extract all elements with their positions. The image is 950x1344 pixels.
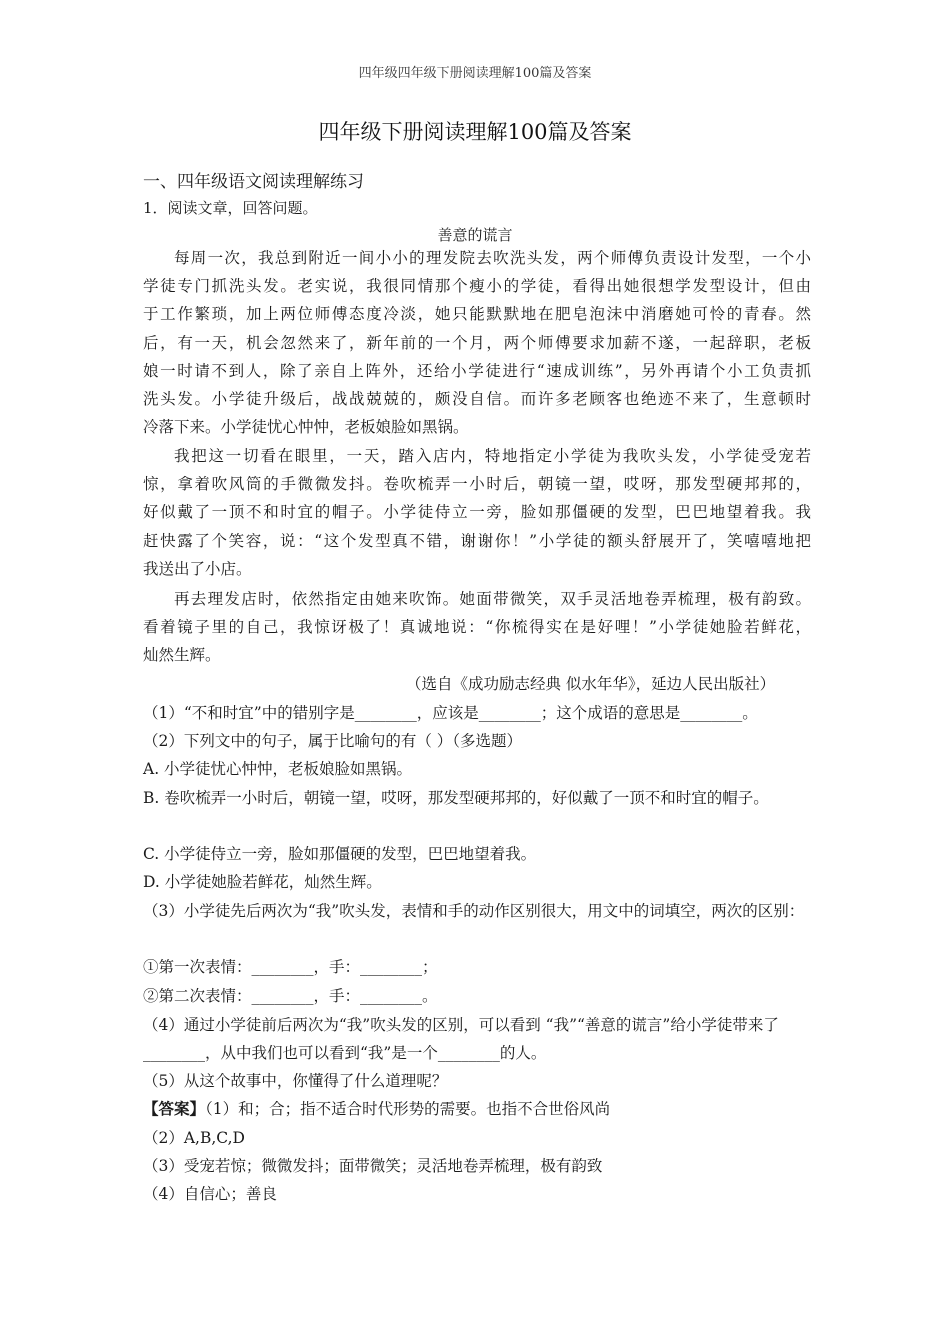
question-3: （3）小学徒先后两次为“我”吹头发，表情和手的动作区别很大，用文中的词填空，两次的区别： — [143, 902, 805, 920]
question-1: （1）“不和时宜”中的错别字是________，应该是________；这个成语的意思是________。 — [143, 704, 758, 722]
document-title: 四年级下册阅读理解100篇及答案 — [318, 120, 632, 144]
option-d: D. 小学徒她脸若鲜花，灿然生辉。 — [143, 873, 382, 891]
option-a: A. 小学徒忧心忡忡，老板娘脸如黑锅。 — [143, 760, 413, 778]
question-3-second: ②第二次表情：________，手：________。 — [143, 987, 438, 1005]
passage-title: 善意的谎言 — [437, 226, 513, 244]
paragraph-line: 洗头发。小学徒升级后，战战兢兢的，颇没自信。而许多老顾客也绝迹不来了，生意顿时 — [143, 389, 811, 408]
passage-paragraph-1 — [143, 244, 811, 441]
answer-4: （4）自信心；善良 — [143, 1185, 277, 1203]
paragraph-line: 我送出了小店。 — [143, 559, 252, 578]
question-3-first: ①第一次表情：________，手：________； — [143, 958, 438, 976]
paragraph-line: 再去理发店时，依然指定由她来吹饰。她面带微笑，双手灵活地卷弄梳理，极有韵致。 — [174, 590, 811, 608]
answer-1: （1）和；合；指不适合时代形势的需要。也指不合世俗风尚 — [205, 1100, 611, 1118]
paragraph-line: 好似戴了一顶不和时宜的帽子。小学徒侍立一旁，脸如那僵硬的发型，巴巴地望着我。我 — [143, 503, 811, 522]
question-2: （2）下列文中的句子，属于比喻句的有（ ）（多选题） — [143, 732, 523, 750]
paragraph-line: 看着镜子里的自己，我惊讶极了！真诚地说：“你梳得实在是好哩！”小学徒她脸若鲜花， — [143, 618, 811, 637]
paragraph-line: 后，有一天，机会忽然来了，新年前的一个月，两个师傅要求加薪不遂，一起辞职，老板 — [143, 333, 811, 352]
answer-1-row — [143, 1097, 610, 1119]
option-c: C. 小学徒侍立一旁，脸如那僵硬的发型，巴巴地望着我。 — [143, 845, 537, 863]
paragraph-line: 赶快露了个笑容，说：“这个发型真不错，谢谢你！”小学徒的额头舒展开了，笑嘻嘻地把 — [143, 531, 811, 550]
paragraph-line: 灿然生辉。 — [143, 646, 221, 665]
paragraph-line: 惊，拿着吹风筒的手微微发抖。卷吹梳弄一小时后，朝镜一望，哎呀，那发型硬邦邦的， — [143, 475, 811, 494]
question-4: （4）通过小学徒前后两次为“我”吹头发的区别，可以看到 “我”“善意的谎言”给小学徒带来了________，从中我们也可以看到“我”是一个________的人。 — [143, 1016, 779, 1062]
passage-paragraph-2 — [143, 442, 811, 583]
question-5: （5）从这个故事中，你懂得了什么道理呢？ — [143, 1072, 448, 1090]
paragraph-line: 每周一次，我总到附近一间小小的理发院去吹洗头发，两个师傅负责设计发型，一个小 — [174, 249, 811, 267]
answer-2: （2）A,B,C,D — [143, 1129, 245, 1147]
running-header: 四年级四年级下册阅读理解100篇及答案 — [358, 66, 592, 81]
option-b: B. 卷吹梳弄一小时后，朝镜一望，哎呀，那发型硬邦邦的，好似戴了一顶不和时宜的帽子。 — [143, 789, 769, 807]
answer-label: 【答案】 — [143, 1099, 206, 1118]
question-intro: 1．阅读文章，回答问题。 — [143, 199, 318, 217]
paragraph-line: 学徒专门抓洗头发。老实说，我很同情那个瘦小的学徒，看得出她很想学发型设计，但由 — [143, 277, 811, 296]
paragraph-line: 于工作繁琐，加上两位师傅态度冷淡，她只能默默地在肥皂泡沫中消磨她可怜的青春。然 — [143, 305, 811, 324]
paragraph-line: 我把这一切看在眼里，一天，踏入店内，特地指定小学徒为我吹头发，小学徒受宠若 — [174, 447, 811, 465]
paragraph-line: 冷落下来。小学徒忧心忡忡，老板娘脸如黑锅。 — [143, 418, 469, 437]
passage-paragraph-3 — [143, 585, 811, 670]
section-heading: 一、四年级语文阅读理解练习 — [143, 172, 364, 192]
passage-source: （选自《成功励志经典 似水年华》，延边人民出版社） — [406, 675, 776, 693]
answer-3: （3）受宠若惊；微微发抖；面带微笑；灵活地卷弄梳理，极有韵致 — [143, 1157, 603, 1175]
paragraph-line: 娘一时请不到人，除了亲自上阵外，还给小学徒进行“速成训练”，另外再请个小工负责抓 — [143, 361, 811, 380]
